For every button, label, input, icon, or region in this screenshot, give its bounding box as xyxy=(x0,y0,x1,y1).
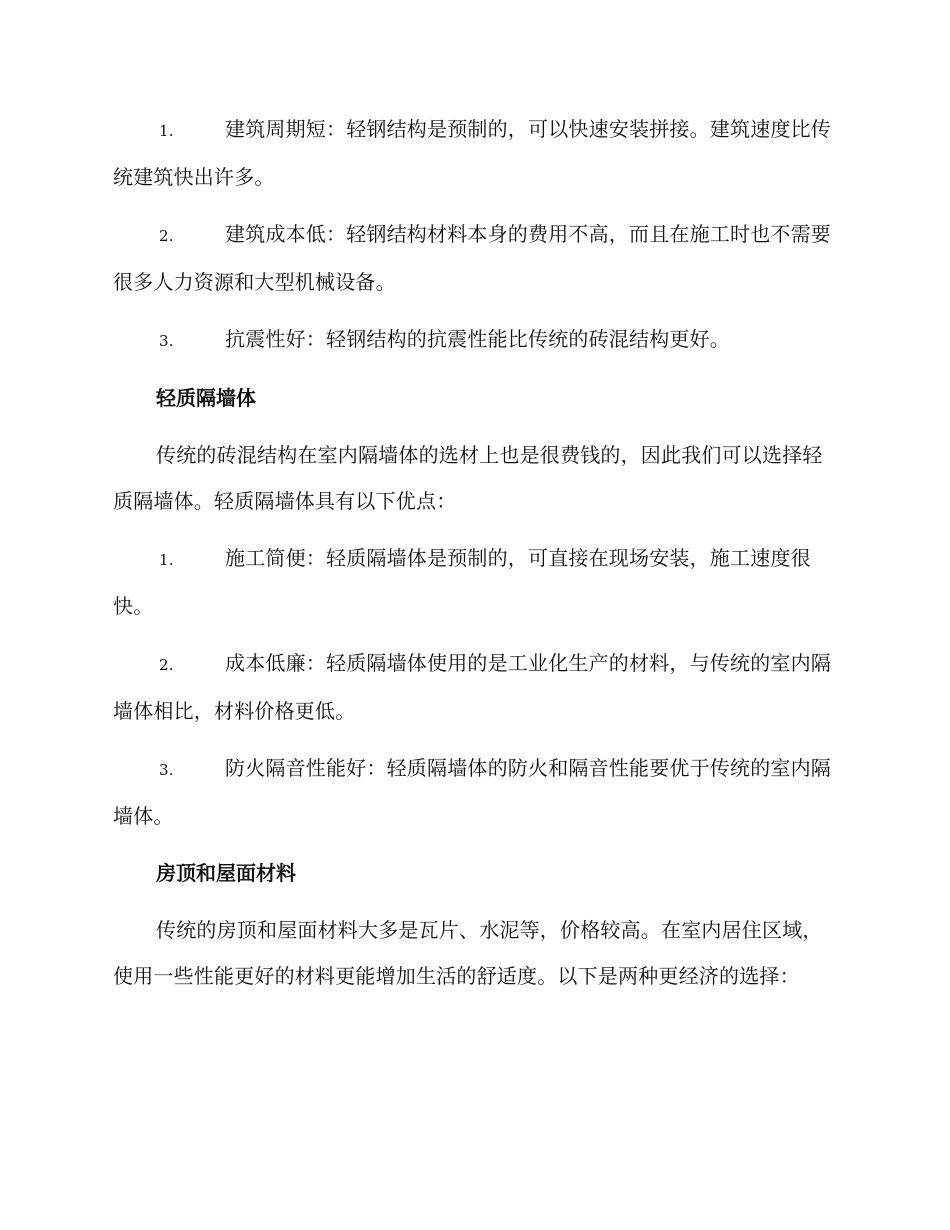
list-item xyxy=(113,211,833,305)
list-number: 1. xyxy=(159,551,174,569)
section-heading: 轻质隔墙体 xyxy=(156,386,256,410)
list-item xyxy=(113,106,833,200)
list-item xyxy=(113,640,833,734)
list-text: 抗震性好：轻钢结构的抗震性能比传统的砖混结构更好。 xyxy=(225,327,730,351)
paragraph: 传统的砖混结构在室内隔墙体的选材上也是很费钱的，因此我们可以选择轻质隔墙体。轻质隔墙体具有以下优点： xyxy=(113,443,823,513)
section-heading: 房顶和屋面材料 xyxy=(156,861,296,885)
list-item xyxy=(113,535,833,629)
list-text: 建筑周期短：轻钢结构是预制的，可以快速安装拼接。建筑速度比传统建筑快出许多。 xyxy=(113,117,831,189)
list-number: 3. xyxy=(159,761,174,779)
list-number: 3. xyxy=(159,332,174,350)
paragraph: 传统的房顶和屋面材料大多是瓦片、水泥等，价格较高。在室内居住区域，使用一些性能更好的材料更能增加生活的舒适度。以下是两种更经济的选择： xyxy=(113,918,823,988)
list-text: 建筑成本低：轻钢结构材料本身的费用不高，而且在施工时也不需要很多人力资源和大型机械设备。 xyxy=(113,222,831,294)
list-text: 施工简便：轻质隔墙体是预制的，可直接在现场安装，施工速度很快。 xyxy=(113,546,811,618)
list-item xyxy=(113,745,833,839)
list-text: 防火隔音性能好：轻质隔墙体的防火和隔音性能要优于传统的室内隔墙体。 xyxy=(113,756,831,828)
list-item xyxy=(113,316,833,364)
document-body xyxy=(113,106,833,1010)
list-number: 2. xyxy=(159,656,174,674)
list-number: 1. xyxy=(159,122,174,140)
list-number: 2. xyxy=(159,227,174,245)
list-text: 成本低廉：轻质隔墙体使用的是工业化生产的材料，与传统的室内隔墙体相比，材料价格更低。 xyxy=(113,651,831,723)
